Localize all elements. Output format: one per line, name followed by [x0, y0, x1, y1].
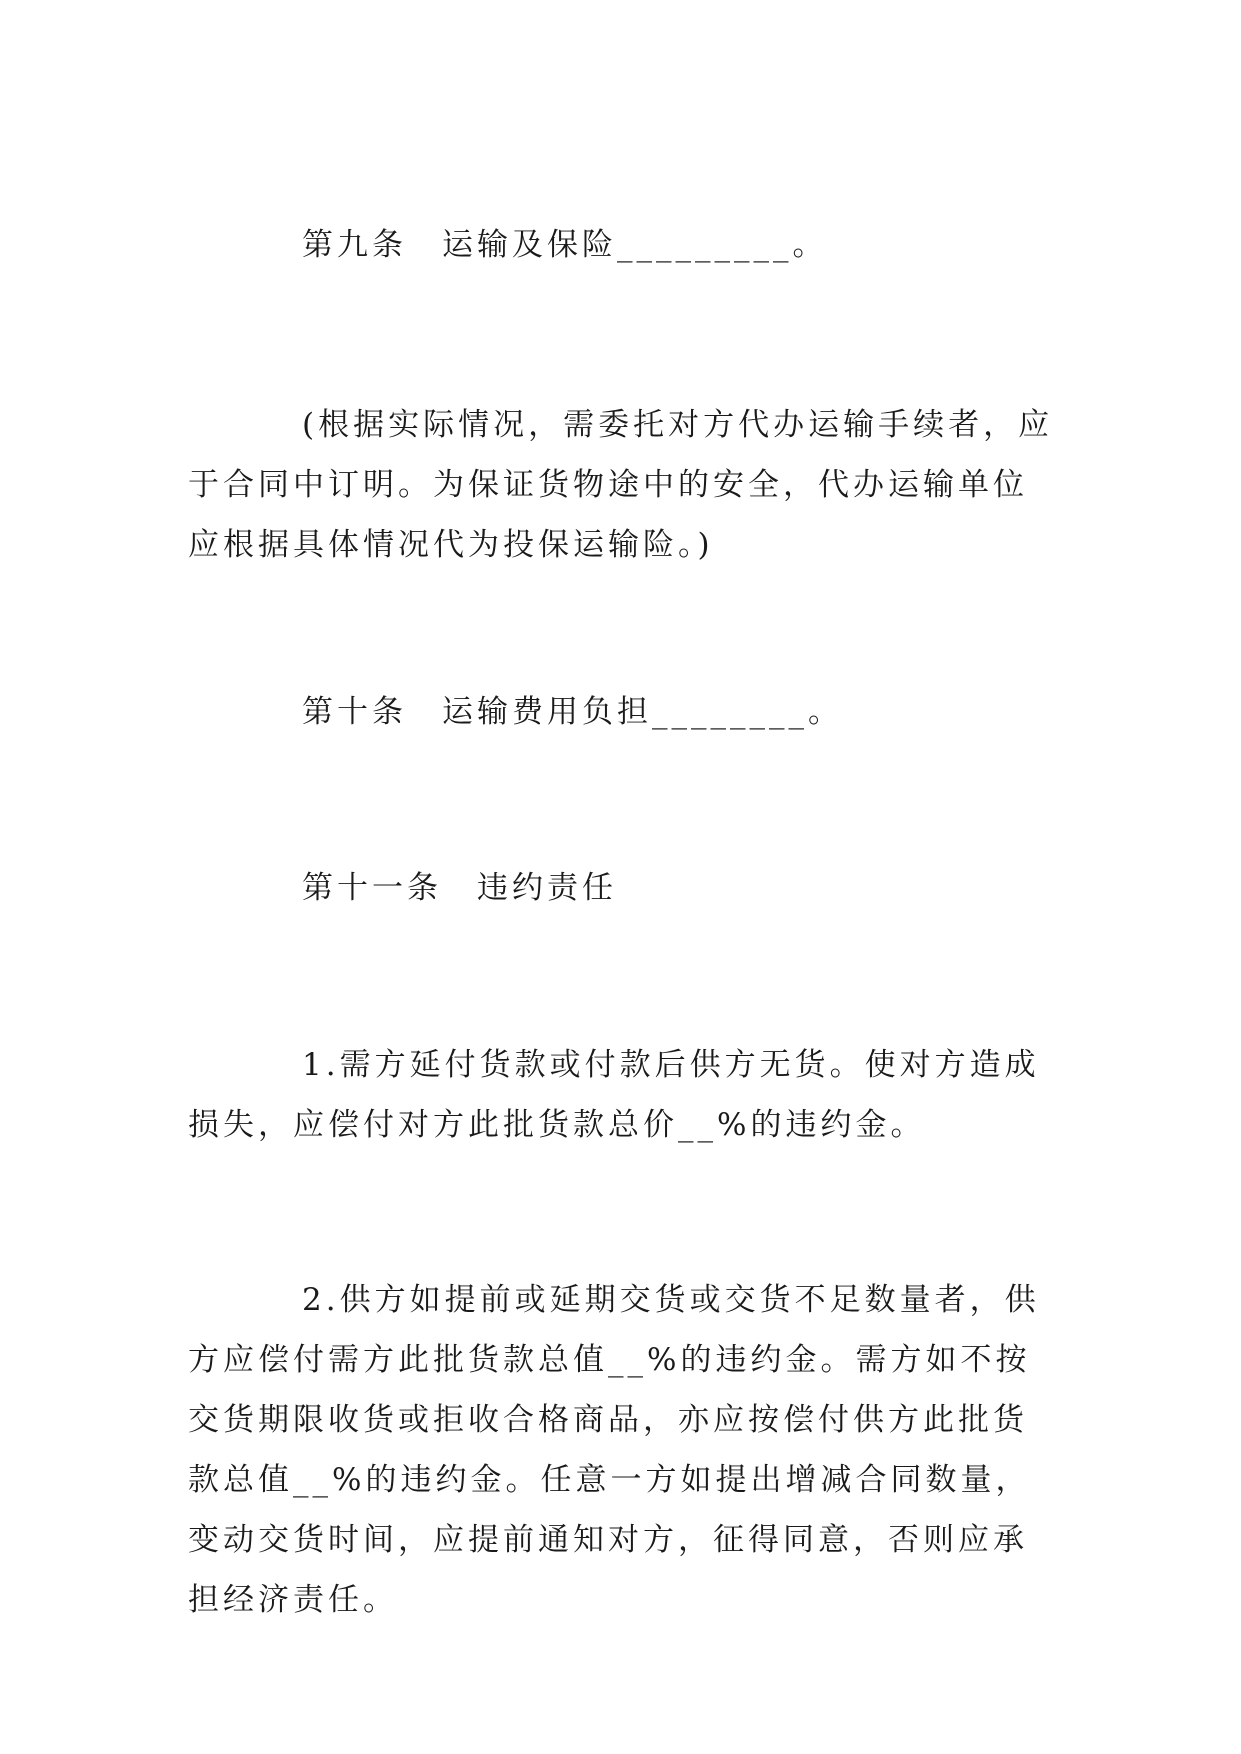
article-11-heading: 第十一条 违约责任	[302, 870, 617, 906]
article-9-note: (根据实际情况，需委托对方代办运输手续者，应于合同中订明。为保证货物途中的安全，代办运输单位应根据具体情况代为投保运输险。)	[188, 407, 1054, 563]
article-11-clause-2: 2.供方如提前或延期交货或交货不足数量者，供方应偿付需方此批货款总值__%的违约金。需方如不按交货期限收货或拒收合格商品，亦应按偿付供方此批货款总值__%的违约金。任意一方如提出增减合同数量，变动交货时间，应提前通知对方，征得同意，否则应承担经济责任。	[188, 1282, 1040, 1618]
article-10-transport-costs: 第十条 运输费用负担________。	[302, 694, 843, 730]
article-11-clause-1: 1.需方延付货款或付款后供方无货。使对方造成损失，应偿付对方此批货款总价__%的违约金。	[188, 1047, 1040, 1143]
article-9-transport-insurance: 第九条 运输及保险_________。	[302, 227, 828, 263]
